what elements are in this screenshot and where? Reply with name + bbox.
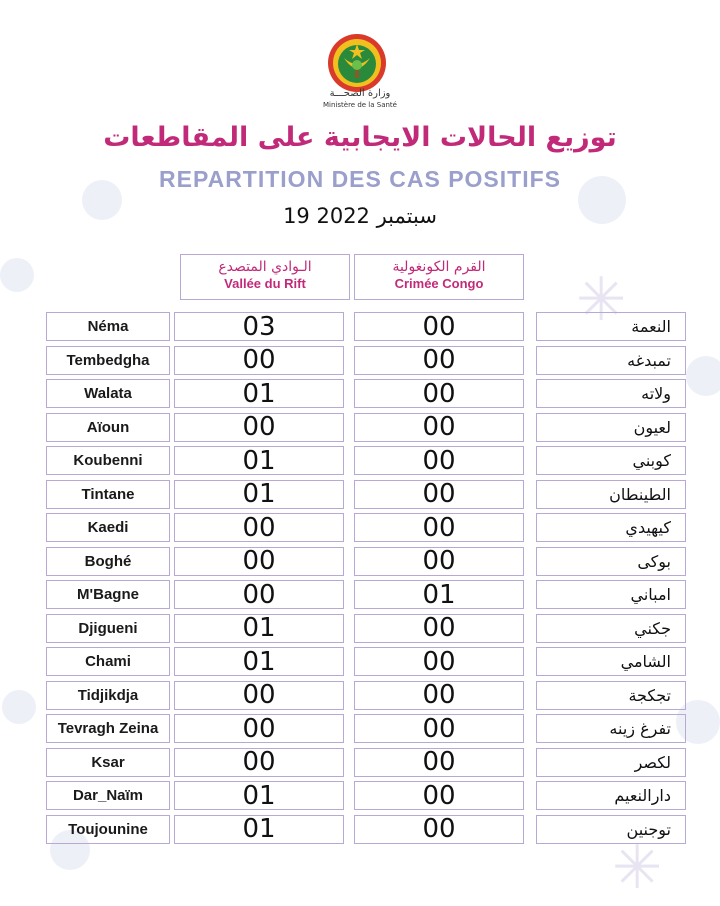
moughataa-name-french: Boghé: [46, 547, 170, 576]
moughataa-name-arabic: لعيون: [536, 413, 686, 442]
crimea-congo-count: 00: [354, 781, 524, 810]
crimea-congo-count: 00: [354, 446, 524, 475]
table-row: [46, 748, 686, 782]
table-row: [46, 714, 686, 748]
table-row: [46, 547, 686, 581]
page-title-french: REPARTITION DES CAS POSITIFS: [159, 166, 561, 192]
crimea-congo-count: 00: [354, 614, 524, 643]
moughataa-name-arabic: جكني: [536, 614, 686, 643]
crimea-congo-count: 00: [354, 748, 524, 777]
decorative-circle: [0, 258, 34, 292]
moughataa-name-french: Chami: [46, 647, 170, 676]
moughataa-name-arabic: كوبني: [536, 446, 686, 475]
rift-valley-count: 01: [174, 379, 344, 408]
column-header-rift-valley: [180, 254, 350, 300]
column-header-rift-arabic: الـوادي المتصدع: [218, 259, 312, 275]
moughataa-name-arabic: تمبدغه: [536, 346, 686, 375]
table-row: [46, 446, 686, 480]
moughataa-name-french: Ksar: [46, 748, 170, 777]
table-row: [46, 580, 686, 614]
moughataa-name-french: Toujounine: [46, 815, 170, 844]
crimea-congo-count: 00: [354, 714, 524, 743]
moughataa-name-arabic: الشامي: [536, 647, 686, 676]
rift-valley-count: 01: [174, 480, 344, 509]
rift-valley-count: 03: [174, 312, 344, 341]
rift-valley-count: 00: [174, 346, 344, 375]
page-title-arabic: توزيع الحالات الايجابية على المقاطعات: [103, 122, 617, 153]
rift-valley-count: 01: [174, 614, 344, 643]
moughataa-name-arabic: النعمة: [536, 312, 686, 341]
moughataa-name-french: Koubenni: [46, 446, 170, 475]
rift-valley-count: 01: [174, 446, 344, 475]
table-row: [46, 312, 686, 346]
crimea-congo-count: 00: [354, 480, 524, 509]
moughataa-name-french: Tevragh Zeina: [46, 714, 170, 743]
table-row: [46, 513, 686, 547]
table-row: [46, 346, 686, 380]
moughataa-name-arabic: لكصر: [536, 748, 686, 777]
ministry-name-arabic: وزارة الصحـــة: [329, 88, 391, 99]
table-row: [46, 379, 686, 413]
crimea-congo-count: 00: [354, 413, 524, 442]
moughataa-name-arabic: دارالنعيم: [536, 781, 686, 810]
moughataa-name-french: Walata: [46, 379, 170, 408]
moughataa-name-french: Kaedi: [46, 513, 170, 542]
ministry-name-french: Ministère de la Santé: [323, 101, 397, 109]
table-row: [46, 681, 686, 715]
rift-valley-count: 01: [174, 815, 344, 844]
rift-valley-count: 00: [174, 748, 344, 777]
crimea-congo-count: 00: [354, 513, 524, 542]
rift-valley-count: 00: [174, 681, 344, 710]
rift-valley-count: 00: [174, 547, 344, 576]
table-row: [46, 647, 686, 681]
table-row: [46, 480, 686, 514]
rift-valley-count: 01: [174, 647, 344, 676]
table-row: [46, 413, 686, 447]
table-row: [46, 815, 686, 849]
moughataa-name-french: Tidjikdja: [46, 681, 170, 710]
crimea-congo-count: 00: [354, 312, 524, 341]
rift-valley-count: 00: [174, 714, 344, 743]
crimea-congo-count: 00: [354, 346, 524, 375]
decorative-circle: [686, 356, 720, 396]
moughataa-name-arabic: بوكى: [536, 547, 686, 576]
moughataa-name-french: M'Bagne: [46, 580, 170, 609]
moughataa-name-arabic: تجكجة: [536, 681, 686, 710]
crimea-congo-count: 00: [354, 815, 524, 844]
crimea-congo-count: 00: [354, 647, 524, 676]
moughataa-name-french: Tintane: [46, 480, 170, 509]
column-header-congo-french: Crimée Congo: [394, 276, 484, 291]
rift-valley-count: 00: [174, 413, 344, 442]
moughataa-name-arabic: تفرغ زينه: [536, 714, 686, 743]
rift-valley-count: 00: [174, 580, 344, 609]
crimea-congo-count: 01: [354, 580, 524, 609]
moughataa-name-arabic: كيهيدي: [536, 513, 686, 542]
moughataa-name-arabic: الطينطان: [536, 480, 686, 509]
table-row: [46, 781, 686, 815]
moughataa-name-french: Aïoun: [46, 413, 170, 442]
column-header-congo-arabic: القرم الكونغولية: [392, 259, 486, 275]
column-header-crimea-congo: [354, 254, 524, 300]
crimea-congo-count: 00: [354, 547, 524, 576]
report-date: 19 سبتمبر 2022: [283, 204, 437, 228]
table-row: [46, 614, 686, 648]
decorative-circle: [2, 690, 36, 724]
crimea-congo-count: 00: [354, 379, 524, 408]
moughataa-name-french: Djigueni: [46, 614, 170, 643]
cases-table: [46, 312, 686, 848]
moughataa-name-arabic: توجنين: [536, 815, 686, 844]
moughataa-name-arabic: ولاته: [536, 379, 686, 408]
decorative-star-icon: ✳: [576, 265, 627, 335]
moughataa-name-french: Tembedgha: [46, 346, 170, 375]
decorative-star-icon: ✳: [612, 833, 663, 903]
rift-valley-count: 00: [174, 513, 344, 542]
rift-valley-count: 01: [174, 781, 344, 810]
column-header-rift-french: Vallée du Rift: [224, 276, 306, 291]
moughataa-name-french: Dar_Naïm: [46, 781, 170, 810]
ministry-emblem-logo: [326, 32, 388, 94]
moughataa-name-arabic: امباني: [536, 580, 686, 609]
moughataa-name-french: Néma: [46, 312, 170, 341]
crimea-congo-count: 00: [354, 681, 524, 710]
